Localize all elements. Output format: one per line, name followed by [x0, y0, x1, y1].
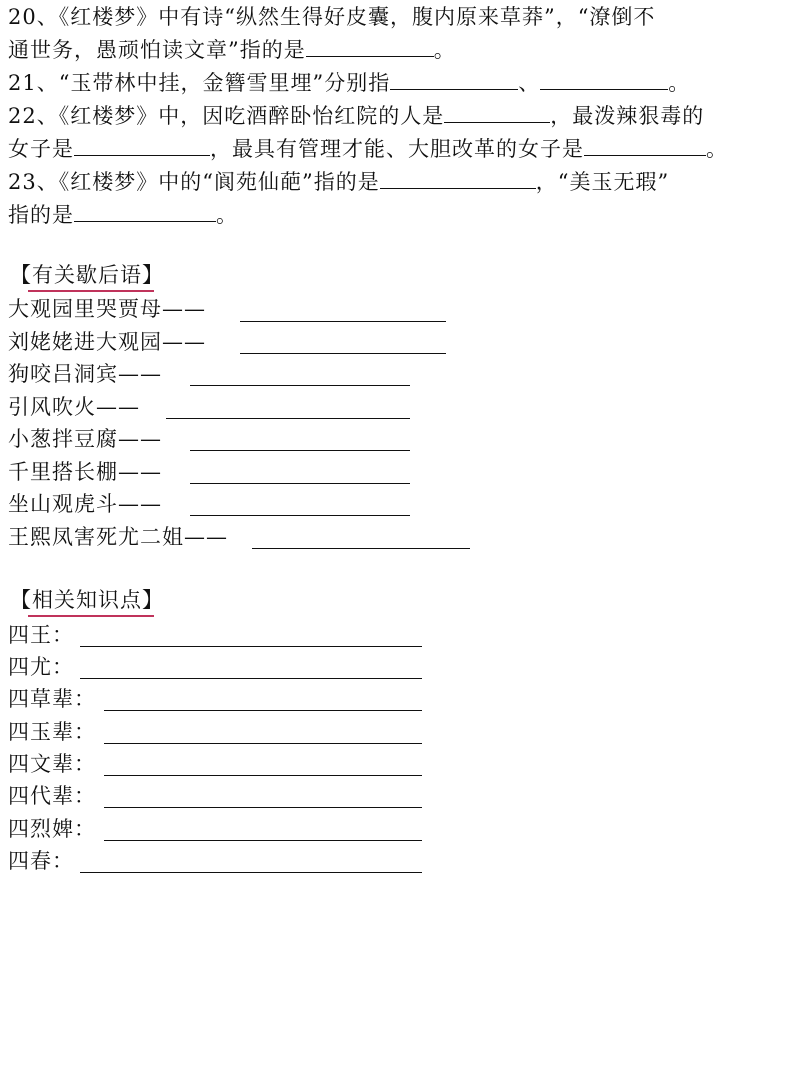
xiehouyu-prompt-7: 坐山观虎斗——: [8, 492, 162, 516]
q23-answer-blank-2[interactable]: [74, 199, 216, 222]
q21-text: 21、“玉带林中挂，金簪雪里埋”分别指: [8, 71, 391, 95]
q20-line2: [8, 34, 456, 65]
knowledge-item-1: [8, 620, 74, 650]
q22-line2: [8, 133, 728, 164]
q21-sep: 、: [518, 71, 541, 95]
knowledge-answer-line-1[interactable]: [80, 646, 422, 647]
xiehouyu-answer-line-1[interactable]: [240, 321, 446, 322]
knowledge-label-7: 四烈婢：: [8, 817, 96, 841]
q20-answer-blank[interactable]: [306, 34, 434, 57]
xiehouyu-prompt-8: 王熙凤害死尤二姐——: [8, 525, 228, 549]
xiehouyu-item-7: [8, 489, 162, 519]
q20-end: 。: [433, 38, 456, 62]
xiehouyu-item-6: [8, 457, 162, 487]
q21-line: [8, 67, 690, 98]
knowledge-label-3: 四草辈：: [8, 687, 96, 711]
q20-text1: 20、《红楼梦》中有诗“纵然生得好皮囊，腹内原来草莽”，“潦倒不: [8, 5, 656, 29]
xiehouyu-item-3: [8, 359, 162, 389]
knowledge-answer-line-8[interactable]: [80, 872, 422, 873]
xiehouyu-title-underline: [28, 290, 154, 292]
q23-answer-blank-1[interactable]: [380, 166, 536, 189]
q23-end: 。: [216, 203, 238, 227]
xiehouyu-prompt-4: 引风吹火——: [8, 395, 140, 419]
q22-end: 。: [706, 137, 728, 161]
q22-text4: ，最具有管理才能、大胆改革的女子是: [210, 137, 584, 161]
xiehouyu-item-4: [8, 392, 140, 422]
knowledge-label-8: 四春：: [8, 849, 74, 873]
q23-text2: ，“美玉无瑕”: [535, 170, 670, 194]
xiehouyu-item-5: [8, 424, 162, 454]
knowledge-answer-line-3[interactable]: [104, 710, 422, 711]
q22-answer-blank-1[interactable]: [444, 100, 550, 123]
knowledge-title-underline: [28, 615, 154, 617]
q21-end: 。: [668, 71, 691, 95]
xiehouyu-section-title: [10, 260, 164, 290]
knowledge-answer-line-6[interactable]: [104, 807, 422, 808]
knowledge-answer-line-5[interactable]: [104, 775, 422, 776]
xiehouyu-answer-line-6[interactable]: [190, 483, 410, 484]
xiehouyu-answer-line-4[interactable]: [166, 418, 410, 419]
xiehouyu-answer-line-3[interactable]: [190, 385, 410, 386]
q22-line1: [8, 100, 704, 131]
xiehouyu-prompt-2: 刘姥姥进大观园——: [8, 330, 206, 354]
q22-answer-blank-2[interactable]: [74, 133, 210, 156]
knowledge-label-4: 四玉辈：: [8, 720, 96, 744]
knowledge-item-6: [8, 781, 96, 811]
knowledge-item-8: [8, 846, 74, 876]
q23-line1: [8, 166, 669, 197]
xiehouyu-item-1: [8, 294, 206, 324]
knowledge-answer-line-7[interactable]: [104, 840, 422, 841]
xiehouyu-prompt-5: 小葱拌豆腐——: [8, 427, 162, 451]
q23-line2: [8, 199, 238, 230]
q22-text2: ，最泼辣狠毒的: [550, 104, 705, 128]
xiehouyu-item-2: [8, 327, 206, 357]
q21-answer-blank-2[interactable]: [540, 67, 668, 90]
knowledge-section-title: [10, 585, 164, 615]
q22-answer-blank-3[interactable]: [584, 133, 706, 156]
knowledge-item-7: [8, 814, 96, 844]
q21-answer-blank-1[interactable]: [390, 67, 518, 90]
q22-text3: 女子是: [8, 137, 74, 161]
xiehouyu-item-8: [8, 522, 228, 552]
knowledge-title-text: 【相关知识点】: [10, 588, 164, 612]
xiehouyu-title-text: 【有关歇后语】: [10, 263, 164, 287]
xiehouyu-answer-line-5[interactable]: [190, 450, 410, 451]
xiehouyu-prompt-6: 千里搭长棚——: [8, 460, 162, 484]
q20-line1: [8, 2, 655, 32]
knowledge-answer-line-2[interactable]: [80, 678, 422, 679]
knowledge-answer-line-4[interactable]: [104, 743, 422, 744]
knowledge-label-2: 四尤：: [8, 655, 74, 679]
knowledge-label-1: 四王：: [8, 623, 74, 647]
q23-text1: 23、《红楼梦》中的“阆苑仙葩”指的是: [8, 170, 380, 194]
knowledge-label-6: 四代辈：: [8, 784, 96, 808]
knowledge-item-3: [8, 684, 96, 714]
xiehouyu-answer-line-2[interactable]: [240, 353, 446, 354]
xiehouyu-prompt-3: 狗咬吕洞宾——: [8, 362, 162, 386]
knowledge-item-2: [8, 652, 74, 682]
knowledge-label-5: 四文辈：: [8, 752, 96, 776]
q22-text1: 22、《红楼梦》中，因吃酒醉卧怡红院的人是: [8, 104, 445, 128]
q23-text3: 指的是: [8, 203, 74, 227]
q20-text2: 通世务，愚顽怕读文章”指的是: [8, 38, 306, 62]
knowledge-item-5: [8, 749, 96, 779]
xiehouyu-prompt-1: 大观园里哭贾母——: [8, 297, 206, 321]
xiehouyu-answer-line-7[interactable]: [190, 515, 410, 516]
xiehouyu-answer-line-8[interactable]: [252, 548, 470, 549]
knowledge-item-4: [8, 717, 96, 747]
